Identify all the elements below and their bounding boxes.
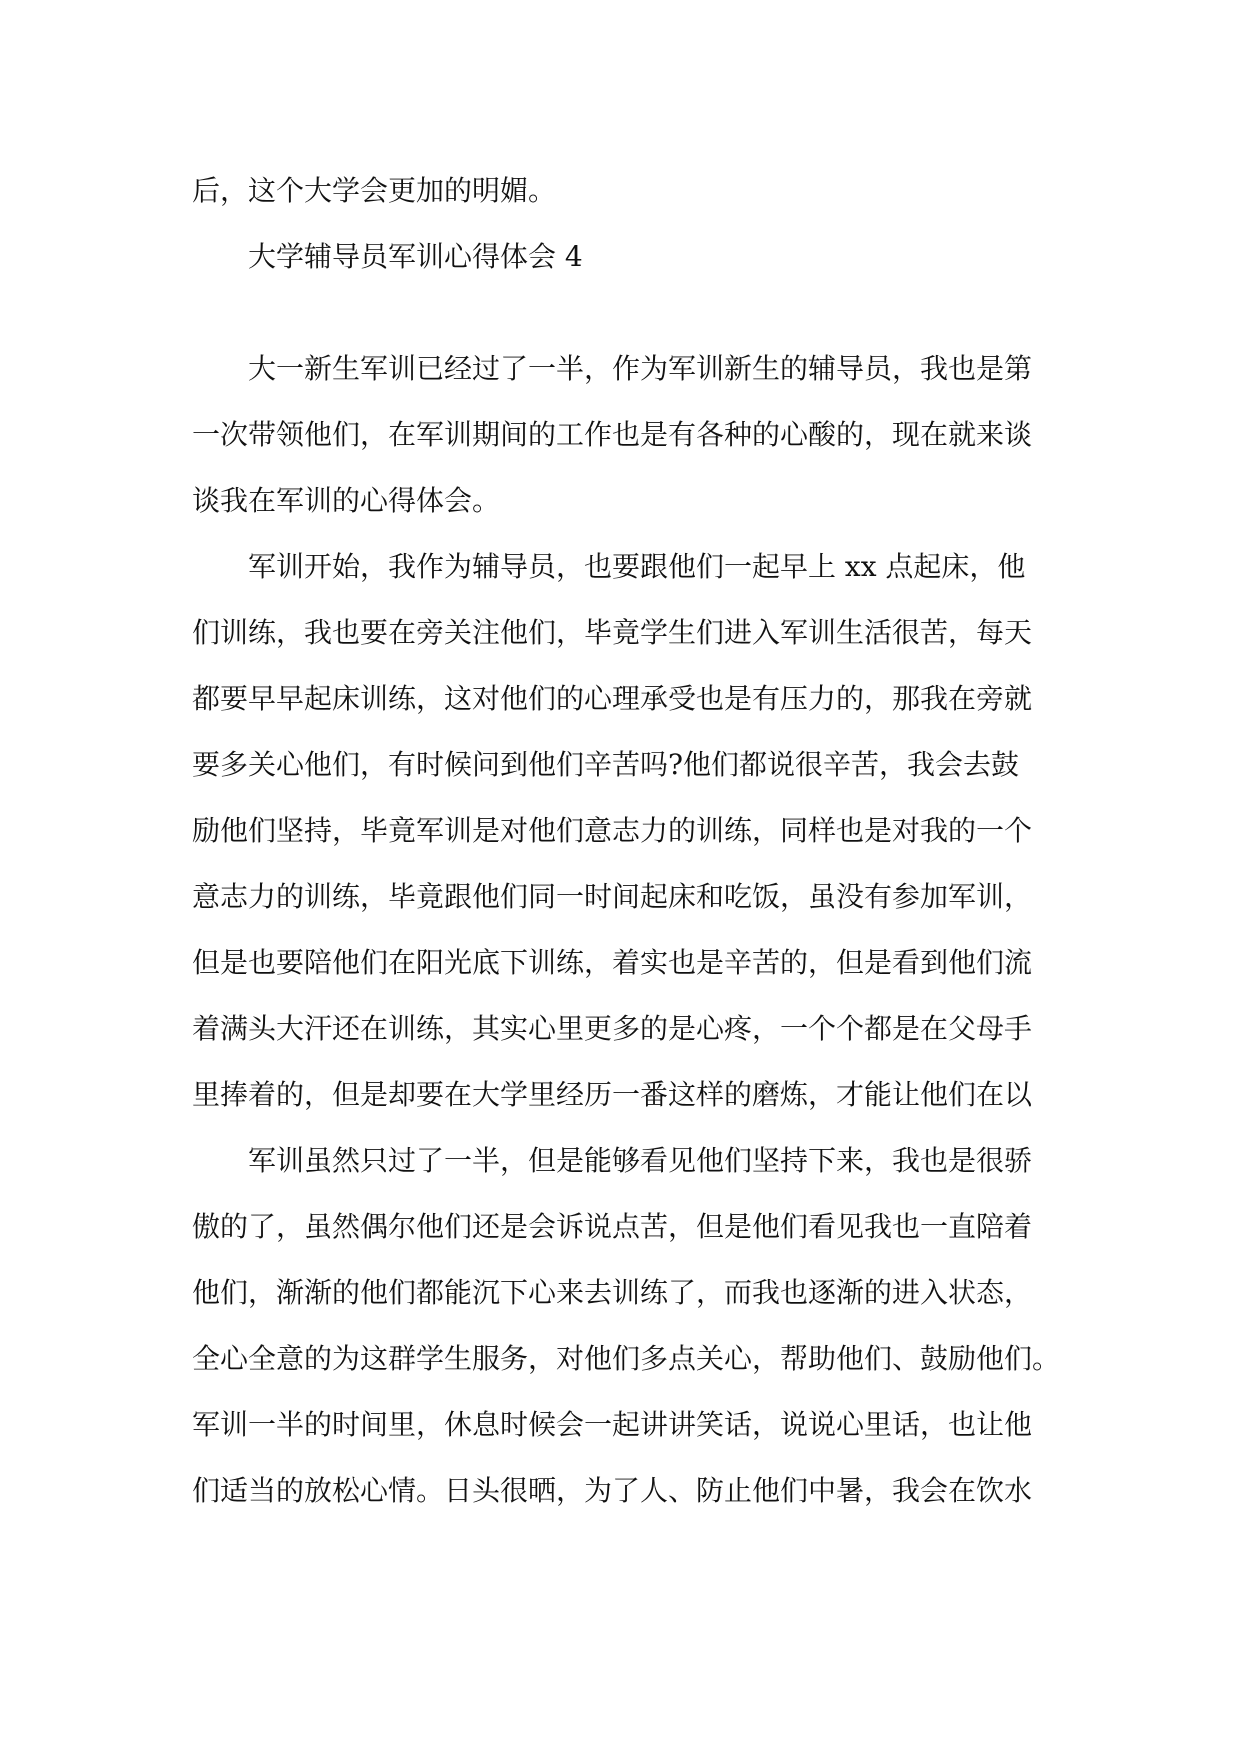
paragraph-line: 意志力的训练，毕竟跟他们同一时间起床和吃饭，虽没有参加军训， [192, 880, 1033, 913]
paragraph-line: 谈我在军训的心得体会。 [192, 484, 501, 517]
paragraph-line: 全心全意的为这群学生服务，对他们多点关心，帮助他们、鼓励他们。 [192, 1342, 1061, 1375]
paragraph-line: 他们，渐渐的他们都能沉下心来去训练了，而我也逐渐的进入状态， [192, 1276, 1033, 1309]
paragraph-line: 们训练，我也要在旁关注他们，毕竟学生们进入军训生活很苦，每天 [192, 616, 1033, 649]
document-body [192, 158, 1072, 1524]
paragraph-line: 傲的了，虽然偶尔他们还是会诉说点苦，但是他们看见我也一直陪着 [192, 1210, 1033, 1243]
paragraph-line: 励他们坚持，毕竟军训是对他们意志力的训练，同样也是对我的一个 [192, 814, 1033, 847]
paragraph-3 [192, 1128, 1072, 1524]
paragraph-line: 但是也要陪他们在阳光底下训练，着实也是辛苦的，但是看到他们流 [192, 946, 1033, 979]
paragraph-line: 军训开始，我作为辅导员，也要跟他们一起早上 xx 点起床，他 [248, 550, 1026, 583]
heading-spacer [192, 290, 1072, 336]
paragraph-line: 军训虽然只过了一半，但是能够看见他们坚持下来，我也是很骄 [248, 1144, 1033, 1177]
paragraph-line: 里捧着的，但是却要在大学里经历一番这样的磨炼，才能让他们在以 [192, 1078, 1033, 1111]
paragraph-line: 着满头大汗还在训练，其实心里更多的是心疼，一个个都是在父母手 [192, 1012, 1033, 1045]
continuation-line: 后，这个大学会更加的明媚。 [192, 174, 557, 207]
paragraph-line: 军训一半的时间里，休息时候会一起讲讲笑话，说说心里话，也让他 [192, 1408, 1033, 1441]
paragraph-1 [192, 336, 1072, 534]
paragraph-line: 都要早早起床训练，这对他们的心理承受也是有压力的，那我在旁就 [192, 682, 1033, 715]
paragraph-2 [192, 534, 1072, 1128]
paragraph-line: 大一新生军训已经过了一半，作为军训新生的辅导员，我也是第 [248, 352, 1033, 385]
section-heading: 大学辅导员军训心得体会 4 [248, 240, 583, 273]
paragraph-line: 一次带领他们，在军训期间的工作也是有各种的心酸的，现在就来谈 [192, 418, 1033, 451]
paragraph-line: 们适当的放松心情。日头很晒，为了人、防止他们中暑，我会在饮水 [192, 1474, 1033, 1507]
paragraph-line: 要多关心他们，有时候问到他们辛苦吗?他们都说很辛苦，我会去鼓 [192, 748, 1020, 781]
